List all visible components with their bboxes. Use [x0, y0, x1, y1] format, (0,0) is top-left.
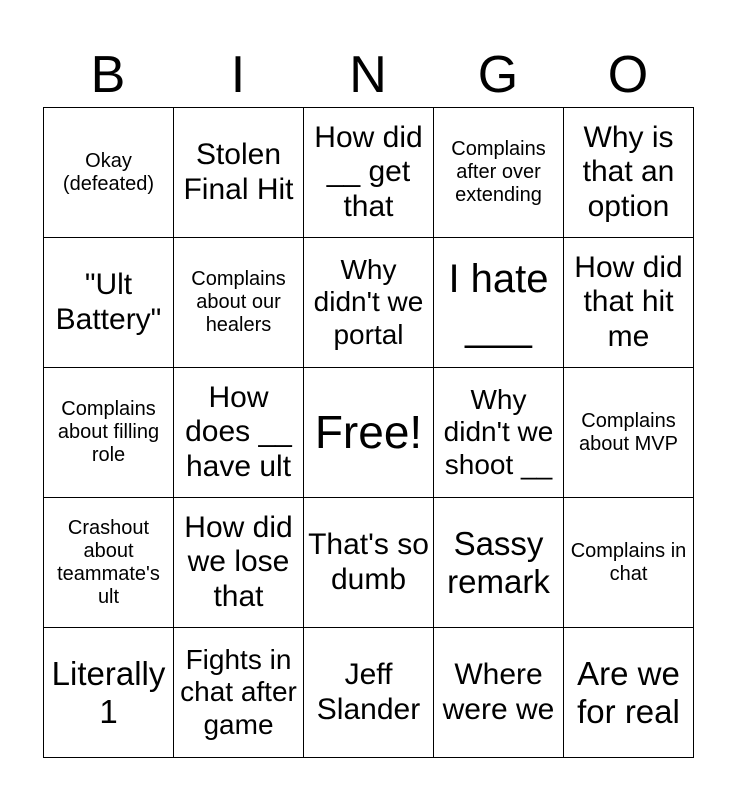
bingo-cell[interactable]: Jeff Slander: [304, 628, 434, 758]
bingo-cell[interactable]: Okay (defeated): [44, 108, 174, 238]
bingo-cell[interactable]: Are we for real: [564, 628, 694, 758]
bingo-cell[interactable]: Why didn't we portal: [304, 238, 434, 368]
bingo-grid: [43, 107, 694, 758]
bingo-cell[interactable]: Why didn't we shoot __: [434, 368, 564, 498]
bingo-cell[interactable]: Complains in chat: [564, 498, 694, 628]
bingo-cell[interactable]: Fights in chat after game: [174, 628, 304, 758]
bingo-cell[interactable]: How does __ have ult: [174, 368, 304, 498]
bingo-header: [43, 45, 693, 105]
bingo-cell[interactable]: Complains after over extending: [434, 108, 564, 238]
bingo-cell[interactable]: Complains about filling role: [44, 368, 174, 498]
free-space[interactable]: Free!: [304, 368, 434, 498]
header-letter-n: N: [349, 46, 387, 104]
bingo-cell[interactable]: Where were we: [434, 628, 564, 758]
bingo-cell[interactable]: Stolen Final Hit: [174, 108, 304, 238]
bingo-cell[interactable]: How did we lose that: [174, 498, 304, 628]
bingo-cell[interactable]: "Ult Battery": [44, 238, 174, 368]
header-letter-o: O: [607, 46, 649, 104]
header-letter-g: G: [477, 46, 519, 104]
bingo-cell[interactable]: Sassy remark: [434, 498, 564, 628]
header-letter-i: I: [230, 46, 246, 104]
bingo-cell[interactable]: That's so dumb: [304, 498, 434, 628]
bingo-cell[interactable]: Why is that an option: [564, 108, 694, 238]
bingo-cell[interactable]: Complains about our healers: [174, 238, 304, 368]
bingo-cell[interactable]: Literally 1: [44, 628, 174, 758]
header-letter-b: B: [90, 46, 126, 104]
bingo-cell[interactable]: How did __ get that: [304, 108, 434, 238]
bingo-cell[interactable]: I hate ___: [434, 238, 564, 368]
bingo-cell[interactable]: How did that hit me: [564, 238, 694, 368]
bingo-cell[interactable]: Complains about MVP: [564, 368, 694, 498]
bingo-cell[interactable]: Crashout about teammate's ult: [44, 498, 174, 628]
